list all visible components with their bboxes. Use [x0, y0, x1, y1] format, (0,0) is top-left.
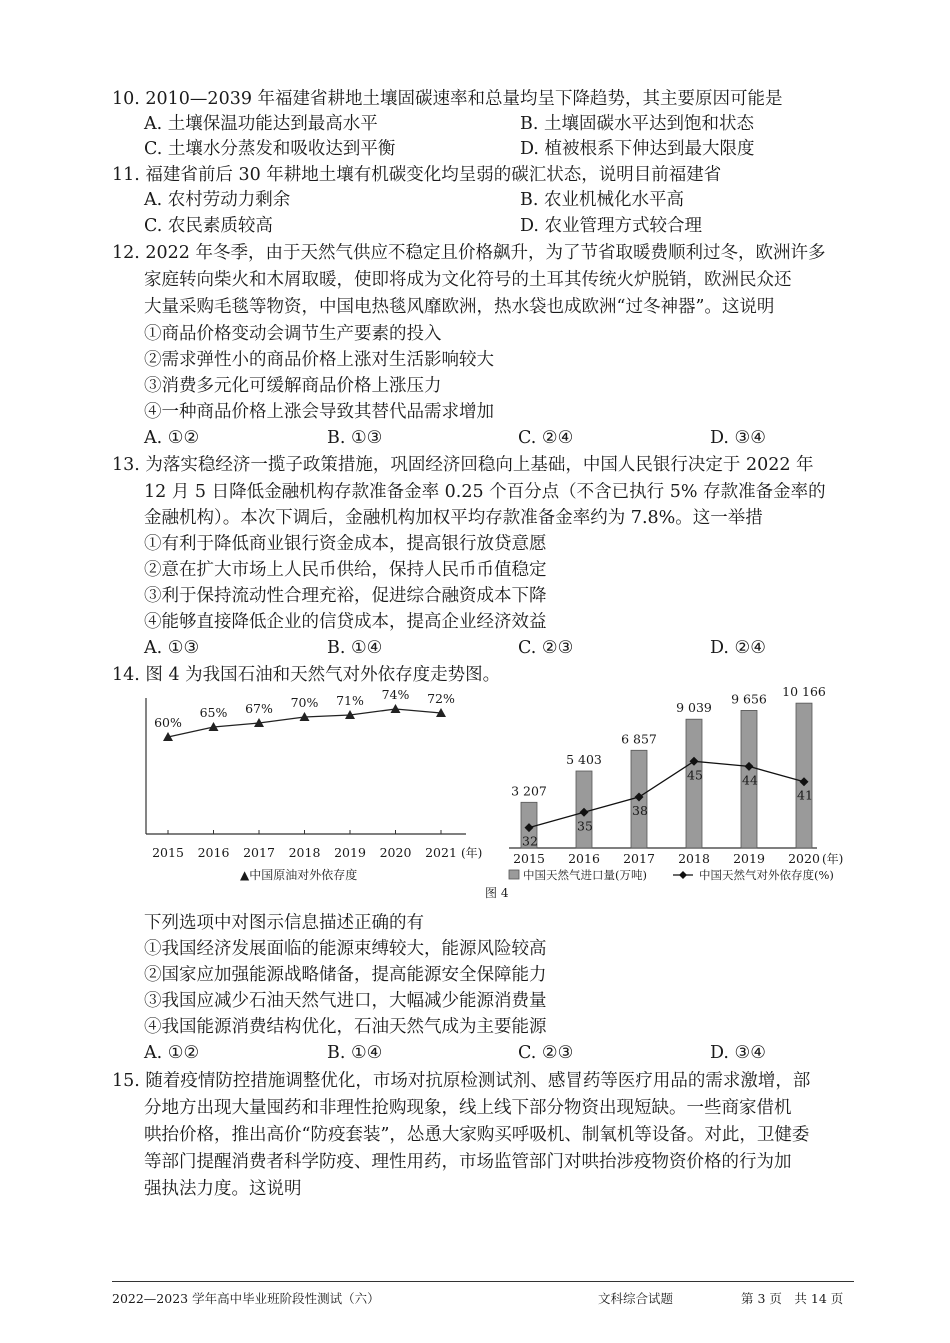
q15-stem-line-1: 15. 随着疫情防控措施调整优化，市场对抗原检测试剂、感冒药等医疗用品的需求激增，部 [112, 1071, 811, 1091]
q10-stem: 10. 2010—2039 年福建省耕地土壤固碳速率和总量均呈下降趋势，其主要原因可能是 [112, 89, 783, 109]
q15-stem-line-2: 分地方出现大量囤药和非理性抢购现象，线上线下部分物资出现短缺。一些商家借机 [144, 1098, 792, 1118]
oil-legend: ▲中国原油对外依存度 [240, 868, 358, 882]
gas-dependency-label-2015: 32 [522, 833, 538, 849]
q14-option-d: D. ③④ [710, 1043, 766, 1063]
gas-bar-2020 [796, 703, 812, 848]
q14-option-c: C. ②③ [518, 1043, 574, 1063]
q13-stem-line-1: 13. 为落实稳经济一揽子政策措施，巩固经济回稳向上基础，中国人民银行决定于 2022 年 [112, 455, 814, 475]
q12-item-1: ①商品价格变动会调节生产要素的投入 [144, 324, 442, 344]
q13-item-2: ②意在扩大市场上人民币供给，保持人民币币值稳定 [144, 560, 547, 580]
gas-x-tick-label-2017: 2017 [623, 851, 655, 866]
oil-data-label-2021: 72% [427, 691, 455, 706]
gas-import-chart [495, 684, 865, 888]
q10-option-d: D. 植被根系下伸达到最大限度 [520, 139, 755, 159]
q13-option-b: B. ①④ [327, 638, 383, 658]
q13-item-1: ①有利于降低商业银行资金成本，提高银行放贷意愿 [144, 534, 547, 554]
figure-caption: 图 4 [485, 886, 509, 900]
gas-bar-label-2019: 9 656 [731, 691, 767, 707]
oil-x-tick-label-2015: 2015 [152, 845, 184, 860]
q15-stem-line-3: 哄抬价格，推出高价“防疫套装”，怂恿大家购买呼吸机、制氧机等设备。对此，卫健委 [144, 1125, 810, 1145]
gas-dependency-label-2019: 44 [742, 772, 758, 788]
oil-x-tick-label-2019: 2019 [334, 845, 366, 860]
footer-page-number: 第 3 页 共 14 页 [741, 1291, 844, 1306]
q11-option-a: A. 农村劳动力剩余 [144, 190, 291, 210]
gas-bar-label-2018: 9 039 [676, 700, 712, 716]
q15-stem-line-4: 等部门提醒消费者科学防疫、理性用药，市场监管部门对哄抬涉疫物资价格的行为加 [144, 1152, 792, 1172]
q12-stem-line-2: 家庭转向柴火和木屑取暖，使即将成为文化符号的土耳其传统火炉脱销，欧洲民众还 [144, 270, 792, 290]
gas-x-tick-label-2019: 2019 [733, 851, 765, 866]
gas-x-tick-label-2015: 2015 [513, 851, 545, 866]
gas-legend-line-marker [679, 871, 687, 879]
q11-option-d: D. 农业管理方式较合理 [520, 216, 703, 236]
oil-data-label-2016: 65% [199, 705, 228, 720]
oil-data-label-2020: 74% [381, 687, 410, 702]
q15-stem-line-5: 强执法力度。这说明 [144, 1179, 302, 1199]
q10-option-b: B. 土壤固碳水平达到饱和状态 [520, 114, 754, 134]
footer-exam-title: 2022—2023 学年高中毕业班阶段性测试（六） [112, 1291, 380, 1306]
gas-bar-label-2016: 5 403 [566, 752, 602, 768]
q14-option-a: A. ①② [144, 1043, 200, 1063]
oil-data-label-2015: 60% [154, 715, 182, 730]
q12-stem-line-1: 12. 2022 年冬季，由于天然气供应不稳定且价格飙升，为了节省取暖费顺利过冬，欧洲许多 [112, 243, 826, 263]
oil-x-tick-label-2018: 2018 [288, 845, 321, 860]
gas-dependency-label-2016: 35 [577, 818, 593, 834]
q13-option-a: A. ①③ [144, 638, 200, 658]
q14-option-b: B. ①④ [327, 1043, 383, 1063]
q14-lead: 下列选项中对图示信息描述正确的有 [144, 913, 424, 933]
q10-option-a: A. 土壤保温功能达到最高水平 [144, 114, 378, 134]
gas-dependency-label-2018: 45 [687, 767, 703, 783]
q14-item-2: ②国家应加强能源战略储备，提高能源安全保障能力 [144, 965, 547, 985]
q12-option-c: C. ②④ [518, 428, 574, 448]
gas-legend-bar-swatch [509, 870, 519, 879]
q13-item-4: ④能够直接降低企业的信贷成本，提高企业经济效益 [144, 612, 547, 632]
q14-item-3: ③我国应减少石油天然气进口，大幅减少能源消费量 [144, 991, 547, 1011]
oil-data-label-2019: 71% [336, 693, 364, 708]
q11-option-b: B. 农业机械化水平高 [520, 190, 684, 210]
q12-option-b: B. ①③ [327, 428, 383, 448]
q12-item-4: ④一种商品价格上涨会导致其替代品需求增加 [144, 402, 494, 422]
q12-option-d: D. ③④ [710, 428, 766, 448]
oil-x-unit: (年) [461, 846, 483, 860]
q12-option-a: A. ①② [144, 428, 200, 448]
oil-x-tick-label-2021: 2021 [425, 845, 457, 860]
gas-x-tick-label-2018: 2018 [678, 851, 710, 866]
q14-item-4: ④我国能源消费结构优化，石油天然气成为主要能源 [144, 1017, 547, 1037]
q12-item-3: ③消费多元化可缓解商品价格上涨压力 [144, 376, 442, 396]
gas-dependency-line [529, 761, 804, 827]
gas-x-unit: (年) [822, 852, 844, 866]
q14-stem: 14. 图 4 为我国石油和天然气对外依存度走势图。 [112, 665, 501, 685]
q12-item-2: ②需求弹性小的商品价格上涨对生活影响较大 [144, 350, 494, 370]
gas-legend-line-label: 中国天然气对外依存度(%) [699, 868, 834, 882]
oil-point-2020 [391, 704, 401, 713]
oil-data-label-2017: 67% [245, 701, 273, 716]
gas-bar-2018 [686, 719, 702, 848]
gas-bar-label-2017: 6 857 [621, 731, 657, 747]
oil-x-tick-label-2020: 2020 [379, 845, 412, 860]
oil-x-tick-label-2017: 2017 [243, 845, 275, 860]
gas-bar-label-2020: 10 166 [782, 684, 826, 700]
gas-x-tick-label-2020: 2020 [788, 851, 820, 866]
q14-item-1: ①我国经济发展面临的能源束缚较大，能源风险较高 [144, 939, 547, 959]
oil-x-tick-label-2016: 2016 [197, 845, 230, 860]
q13-stem-line-3: 金融机构）。本次下调后，金融机构加权平均存款准备金率约为 7.8%。这一举措 [144, 508, 763, 528]
gas-legend-bar-label: 中国天然气进口量(万吨) [523, 868, 647, 882]
q13-stem-line-2: 12 月 5 日降低金融机构存款准备金率 0.25 个百分点（不含已执行 5% 存款准备金率的 [144, 482, 826, 502]
footer-rule [112, 1281, 854, 1282]
footer-subject: 文科综合试题 [598, 1291, 674, 1306]
q13-item-3: ③利于保持流动性合理充裕，促进综合融资成本下降 [144, 586, 547, 606]
q13-option-d: D. ②④ [710, 638, 766, 658]
gas-dependency-label-2020: 41 [797, 787, 813, 803]
oil-dependency-chart [140, 687, 483, 888]
gas-x-tick-label-2016: 2016 [568, 851, 600, 866]
gas-dependency-label-2017: 38 [632, 803, 648, 818]
gas-bar-label-2015: 3 207 [511, 783, 547, 799]
q11-option-c: C. 农民素质较高 [144, 216, 273, 236]
q10-option-c: C. 土壤水分蒸发和吸收达到平衡 [144, 139, 396, 159]
q12-stem-line-3: 大量采购毛毯等物资，中国电热毯风靡欧洲，热水袋也成欧洲“过冬神器”。这说明 [144, 297, 775, 317]
oil-data-label-2018: 70% [290, 695, 319, 710]
q11-stem: 11. 福建省前后 30 年耕地土壤有机碳变化均呈弱的碳汇状态，说明目前福建省 [112, 165, 722, 185]
q13-option-c: C. ②③ [518, 638, 574, 658]
